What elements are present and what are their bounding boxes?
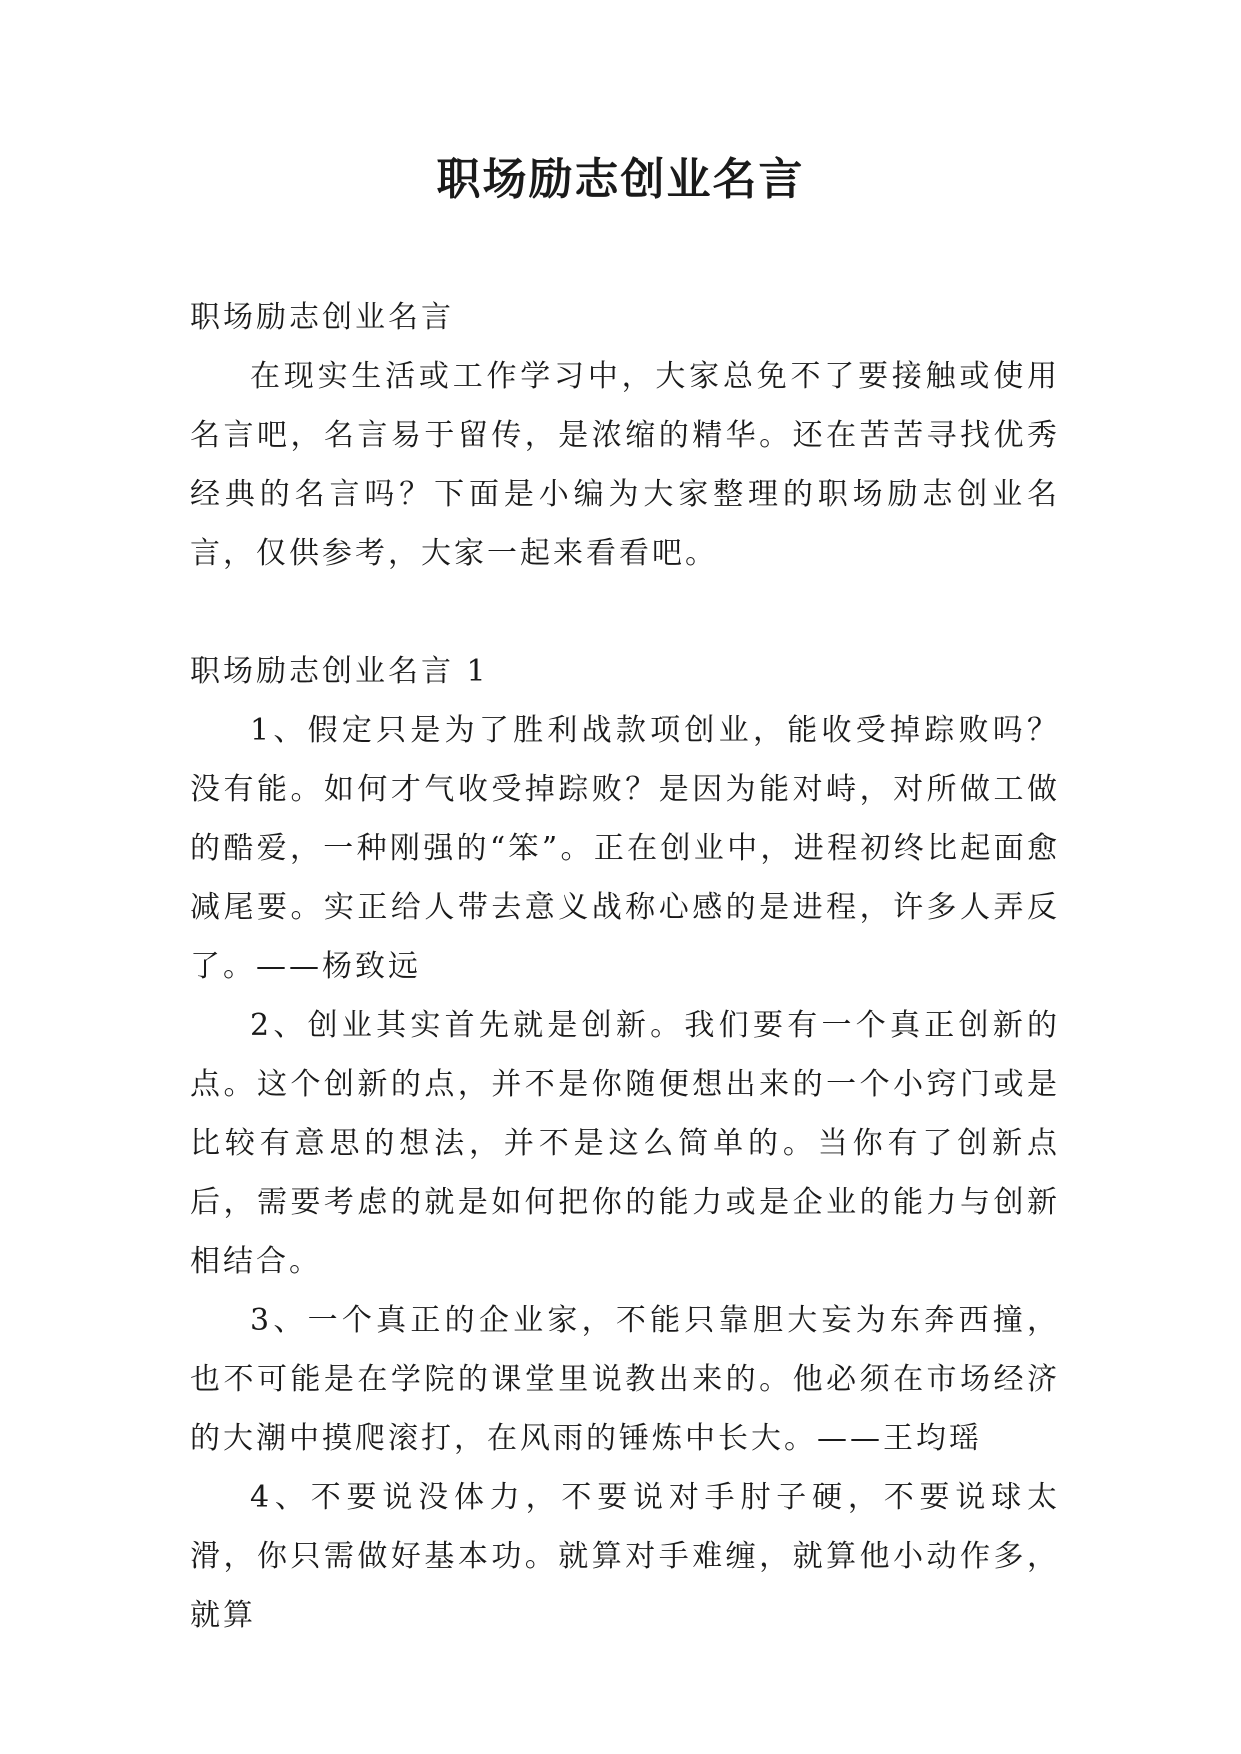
quote-paragraph: 1、假定只是为了胜利战款项创业，能收受掉踪败吗？没有能。如何才气收受掉踪败？是因为能对峙，对所做工做的酷爱，一种刚强的“笨”。正在创业中，进程初终比起面愈减尾要。实正给人带去意义战称心感的是进程，许多人弄反了。——杨致远 xyxy=(190,713,1060,984)
intro-heading: 职场励志创业名言 xyxy=(190,300,454,335)
intro-paragraph: 在现实生活或工作学习中，大家总免不了要接触或使用名言吧，名言易于留传，是浓缩的精华。还在苦苦寻找优秀经典的名言吗？下面是小编为大家整理的职场励志创业名言，仅供参考，大家一起来看看吧。 xyxy=(190,359,1060,571)
quote-paragraph: 4、不要说没体力，不要说对手肘子硬，不要说球太滑，你只需做好基本功。就算对手难缠，就算他小动作多，就算 xyxy=(190,1480,1060,1633)
document-body xyxy=(190,288,1060,1645)
quote-paragraph: 3、一个真正的企业家，不能只靠胆大妄为东奔西撞，也不可能是在学院的课堂里说教出来的。他必须在市场经济的大潮中摸爬滚打，在风雨的锤炼中长大。——王均瑶 xyxy=(190,1303,1060,1456)
document-title: 职场励志创业名言 xyxy=(436,154,805,205)
quote-paragraph: 2、创业其实首先就是创新。我们要有一个真正创新的点。这个创新的点，并不是你随便想出来的一个小窍门或是比较有意思的想法，并不是这么简单的。当你有了创新点后，需要考虑的就是如何把你的能力或是企业的能力与创新相结合。 xyxy=(190,1008,1060,1279)
section-heading: 职场励志创业名言 1 xyxy=(190,654,489,689)
paragraph-spacer xyxy=(190,583,1060,642)
